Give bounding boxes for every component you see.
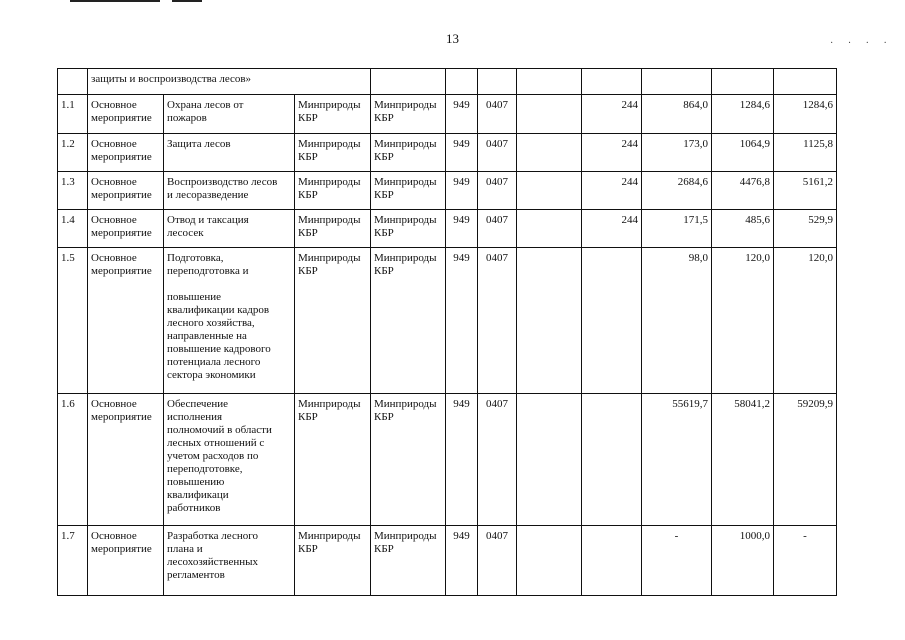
cell-amount-year3: 529,9 <box>774 210 837 248</box>
cell-csr <box>517 172 582 210</box>
cell-row-number: 1.2 <box>58 134 88 172</box>
page-number: 13 <box>446 31 459 46</box>
cell-grbs: 949 <box>446 526 478 596</box>
cell-amount-year1: 171,5 <box>642 210 712 248</box>
cell-grbs: 949 <box>446 248 478 394</box>
cell-amount-year1: 55619,7 <box>642 394 712 526</box>
cell-activity-name: Охрана лесов от пожаров <box>164 95 295 134</box>
cell-empty <box>371 69 446 95</box>
cell-coexecutor: Минприроды КБР <box>371 95 446 134</box>
cell-rzpr: 0407 <box>478 95 517 134</box>
table-row <box>58 134 837 172</box>
cell-amount-year3: - <box>774 526 837 596</box>
cell-csr <box>517 526 582 596</box>
cell-grbs: 949 <box>446 210 478 248</box>
cell-vr <box>582 394 642 526</box>
cell-empty <box>712 69 774 95</box>
cell-coexecutor: Минприроды КБР <box>371 526 446 596</box>
cell-coexecutor: Минприроды КБР <box>371 394 446 526</box>
table-row <box>58 95 837 134</box>
cell-responsible: Минприроды КБР <box>295 248 371 394</box>
cell-amount-year1: 98,0 <box>642 248 712 394</box>
cell-csr <box>517 248 582 394</box>
cell-row-number: 1.1 <box>58 95 88 134</box>
cell-responsible: Минприроды КБР <box>295 95 371 134</box>
cell-grbs: 949 <box>446 172 478 210</box>
cell-coexecutor: Минприроды КБР <box>371 172 446 210</box>
cell-grbs: 949 <box>446 134 478 172</box>
cell-activity-type: Основное мероприятие <box>88 526 164 596</box>
cell-responsible: Минприроды КБР <box>295 210 371 248</box>
cell-row-number: 1.4 <box>58 210 88 248</box>
cell-row-number: 1.5 <box>58 248 88 394</box>
cell-empty <box>582 69 642 95</box>
cell-row-number: 1.3 <box>58 172 88 210</box>
scan-artifact-dots: · · · · <box>830 38 893 49</box>
cell-row-number: 1.6 <box>58 394 88 526</box>
cell-vr <box>582 248 642 394</box>
cell-empty <box>642 69 712 95</box>
scan-artifact-line <box>172 0 202 2</box>
cell-empty <box>58 69 88 95</box>
cell-activity-type: Основное мероприятие <box>88 172 164 210</box>
cell-amount-year3: 120,0 <box>774 248 837 394</box>
cell-responsible: Минприроды КБР <box>295 172 371 210</box>
cell-vr <box>582 526 642 596</box>
cell-csr <box>517 394 582 526</box>
cell-amount-year3: 1284,6 <box>774 95 837 134</box>
cell-activity-name: Подготовка, переподготовка и повышение квалификации кадров лесного хозяйства, направленные на повышение кадрового потенциала лесного сектора экономики <box>164 248 295 394</box>
continuation-text: защиты и воспроизводства лесов» <box>88 69 371 95</box>
cell-activity-type: Основное мероприятие <box>88 394 164 526</box>
cell-amount-year1: - <box>642 526 712 596</box>
cell-coexecutor: Минприроды КБР <box>371 210 446 248</box>
cell-activity-name: Обеспечение исполнения полномочий в области лесных отношений с учетом расходов по переподготовке, повышению квалификаци работников <box>164 394 295 526</box>
cell-amount-year2: 4476,8 <box>712 172 774 210</box>
cell-activity-name: Защита лесов <box>164 134 295 172</box>
cell-grbs: 949 <box>446 394 478 526</box>
budget-table <box>57 68 837 596</box>
cell-activity-type: Основное мероприятие <box>88 210 164 248</box>
cell-vr: 244 <box>582 95 642 134</box>
cell-amount-year2: 58041,2 <box>712 394 774 526</box>
cell-coexecutor: Минприроды КБР <box>371 248 446 394</box>
cell-csr <box>517 95 582 134</box>
cell-rzpr: 0407 <box>478 394 517 526</box>
cell-amount-year2: 120,0 <box>712 248 774 394</box>
cell-empty <box>517 69 582 95</box>
cell-row-number: 1.7 <box>58 526 88 596</box>
cell-activity-name: Отвод и таксация лесосек <box>164 210 295 248</box>
table-row <box>58 526 837 596</box>
table-row-continuation <box>58 69 837 95</box>
cell-activity-name: Разработка лесного плана и лесохозяйственных регламентов <box>164 526 295 596</box>
scan-artifact-line <box>70 0 160 2</box>
cell-activity-type: Основное мероприятие <box>88 248 164 394</box>
cell-amount-year1: 173,0 <box>642 134 712 172</box>
cell-rzpr: 0407 <box>478 526 517 596</box>
cell-amount-year2: 1000,0 <box>712 526 774 596</box>
cell-rzpr: 0407 <box>478 134 517 172</box>
cell-coexecutor: Минприроды КБР <box>371 134 446 172</box>
cell-vr: 244 <box>582 210 642 248</box>
cell-vr: 244 <box>582 172 642 210</box>
cell-amount-year1: 864,0 <box>642 95 712 134</box>
cell-csr <box>517 210 582 248</box>
cell-amount-year3: 5161,2 <box>774 172 837 210</box>
cell-activity-type: Основное мероприятие <box>88 134 164 172</box>
cell-empty <box>478 69 517 95</box>
cell-amount-year2: 485,6 <box>712 210 774 248</box>
cell-amount-year3: 59209,9 <box>774 394 837 526</box>
cell-rzpr: 0407 <box>478 172 517 210</box>
cell-amount-year2: 1284,6 <box>712 95 774 134</box>
table-row <box>58 394 837 526</box>
cell-activity-name: Воспроизводство лесов и лесоразведение <box>164 172 295 210</box>
cell-amount-year1: 2684,6 <box>642 172 712 210</box>
cell-amount-year3: 1125,8 <box>774 134 837 172</box>
cell-responsible: Минприроды КБР <box>295 526 371 596</box>
cell-rzpr: 0407 <box>478 248 517 394</box>
cell-csr <box>517 134 582 172</box>
cell-grbs: 949 <box>446 95 478 134</box>
cell-rzpr: 0407 <box>478 210 517 248</box>
cell-activity-type: Основное мероприятие <box>88 95 164 134</box>
cell-empty <box>446 69 478 95</box>
table-row <box>58 248 837 394</box>
cell-amount-year2: 1064,9 <box>712 134 774 172</box>
cell-responsible: Минприроды КБР <box>295 134 371 172</box>
table-row <box>58 172 837 210</box>
table-row <box>58 210 837 248</box>
cell-responsible: Минприроды КБР <box>295 394 371 526</box>
cell-empty <box>774 69 837 95</box>
cell-vr: 244 <box>582 134 642 172</box>
